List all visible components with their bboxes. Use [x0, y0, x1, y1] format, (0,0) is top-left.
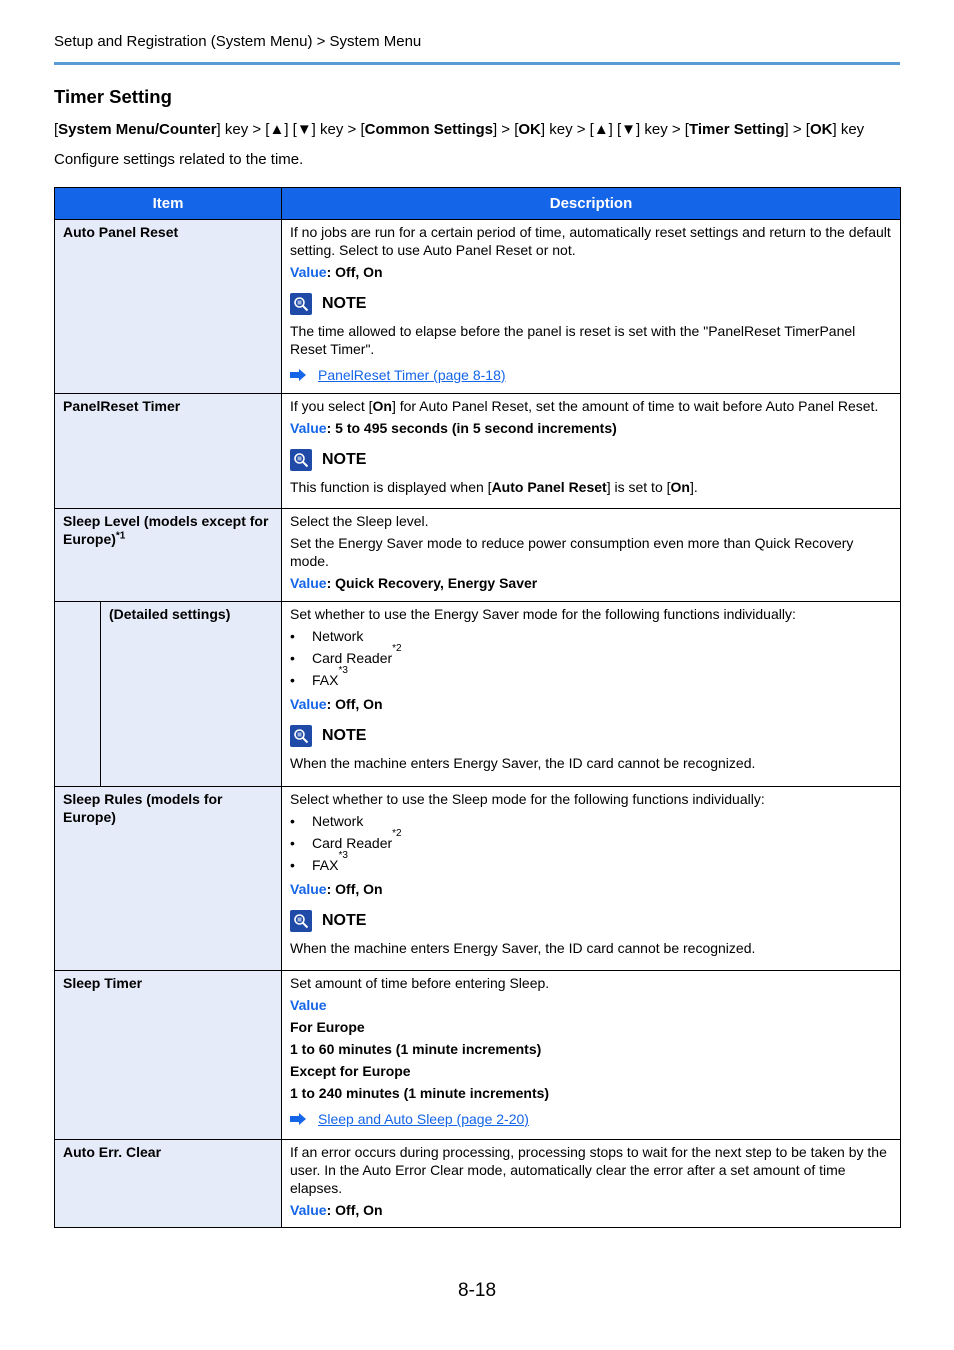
note-heading: NOTE: [290, 448, 892, 472]
description-text: If you select [On] for Auto Panel Reset, set the amount of time to wait before Auto Panel Reset.: [290, 398, 879, 414]
list-item: • FAX *3: [290, 665, 348, 688]
description-text: If an error occurs during processing, processing stops to wait for the next step to be taken by the user. In the Auto Error Clear mode, automatically clear the error after a set amount of time elapses.: [290, 1144, 887, 1196]
value-line: Value: 5 to 495 seconds (in 5 second increments): [290, 420, 617, 436]
link-sleep-auto-sleep[interactable]: Sleep and Auto Sleep (page 2-20): [318, 1111, 529, 1127]
list-item: • Card Reader *2: [290, 643, 402, 666]
note-heading: NOTE: [290, 724, 892, 748]
note-heading: NOTE: [290, 292, 892, 316]
value-line: Value: Off, On: [290, 264, 383, 280]
note-magnifier-icon: [290, 293, 312, 315]
cross-reference: [290, 1110, 892, 1128]
description-cell: [282, 971, 901, 1140]
arrow-right-icon: [290, 369, 306, 381]
cross-reference: [290, 366, 892, 384]
description-cell: [282, 509, 901, 602]
item-cell: Sleep Level (models except for Europe)$^{*1}$: [55, 509, 282, 602]
running-header: Setup and Registration (System Menu) > System Menu: [54, 33, 422, 50]
description-cell: [282, 220, 901, 394]
list-item: • FAX *3: [290, 850, 348, 873]
table-row: [55, 509, 901, 602]
link-panelreset-timer[interactable]: PanelReset Timer (page 8-18): [318, 367, 506, 383]
table-row: [55, 602, 901, 787]
note-text: When the machine enters Energy Saver, the ID card cannot be recognized.: [290, 940, 756, 956]
note-magnifier-icon: [290, 725, 312, 747]
arrow-right-icon: [290, 1113, 306, 1125]
table-row: [55, 1140, 901, 1228]
intro-text: Configure settings related to the time.: [54, 151, 304, 168]
column-header-description: Description: [282, 188, 901, 220]
value-line: 1 to 240 minutes (1 minute increments): [290, 1085, 550, 1101]
description-text: Select whether to use the Sleep mode for the following functions individually:: [290, 791, 765, 807]
value-heading: Value: [290, 997, 327, 1013]
item-cell: (Detailed settings): [101, 602, 282, 787]
item-cell: Sleep Rules (models for Europe): [55, 787, 282, 971]
item-cell: Sleep Timer: [55, 971, 282, 1140]
key-path: [System Menu/Counter] key > [▲] [▼] key > [Common Settings] > [OK] key > [▲] [▼] key > [Timer Setting] > [OK] key: [54, 121, 865, 138]
value-line: Value: Off, On: [290, 881, 383, 897]
item-cell: Auto Panel Reset: [55, 220, 282, 394]
list-item: • Network: [290, 628, 364, 644]
value-line: Value: Off, On: [290, 696, 383, 712]
indent-cell: [55, 602, 101, 787]
description-text: If no jobs are run for a certain period of time, automatically reset settings and return to the default setting. Select to use Auto Panel Reset or not.: [290, 224, 891, 258]
page-number: 8-18: [458, 1280, 497, 1301]
section-title: Timer Setting: [54, 86, 172, 107]
description-text: Set whether to use the Energy Saver mode for the following functions individually:: [290, 606, 796, 622]
list-item: • Network: [290, 813, 364, 829]
value-line: Value: Off, On: [290, 1202, 383, 1218]
value-line: Except for Europe: [290, 1063, 411, 1079]
value-line: Value: Quick Recovery, Energy Saver: [290, 575, 538, 591]
table-row: [55, 787, 901, 971]
item-cell: Auto Err. Clear: [55, 1140, 282, 1228]
column-header-item: Item: [55, 188, 282, 220]
note-text: This function is displayed when [Auto Panel Reset] is set to [On].: [290, 479, 698, 495]
description-cell: [282, 394, 901, 509]
description-cell: [282, 787, 901, 971]
note-magnifier-icon: [290, 449, 312, 471]
note-text: When the machine enters Energy Saver, the ID card cannot be recognized.: [290, 755, 756, 771]
note-heading: NOTE: [290, 909, 892, 933]
note-magnifier-icon: [290, 910, 312, 932]
table-header-row: [55, 188, 901, 220]
description-cell: [282, 1140, 901, 1228]
list-item: • Card Reader *2: [290, 828, 402, 851]
item-cell: PanelReset Timer: [55, 394, 282, 509]
table-row: [55, 971, 901, 1140]
table-row: [55, 394, 901, 509]
value-line: For Europe: [290, 1019, 365, 1035]
description-text: Select the Sleep level.: [290, 513, 429, 529]
value-line: 1 to 60 minutes (1 minute increments): [290, 1041, 542, 1057]
description-cell: [282, 602, 901, 787]
description-text: Set amount of time before entering Sleep.: [290, 975, 550, 991]
settings-table: [54, 187, 901, 1228]
header-rule: [54, 62, 900, 65]
description-text: Set the Energy Saver mode to reduce power consumption even more than Quick Recovery mode.: [290, 535, 854, 569]
table-row: [55, 220, 901, 394]
note-text: The time allowed to elapse before the panel is reset is set with the "PanelReset TimerPanel Reset Timer".: [290, 323, 856, 357]
